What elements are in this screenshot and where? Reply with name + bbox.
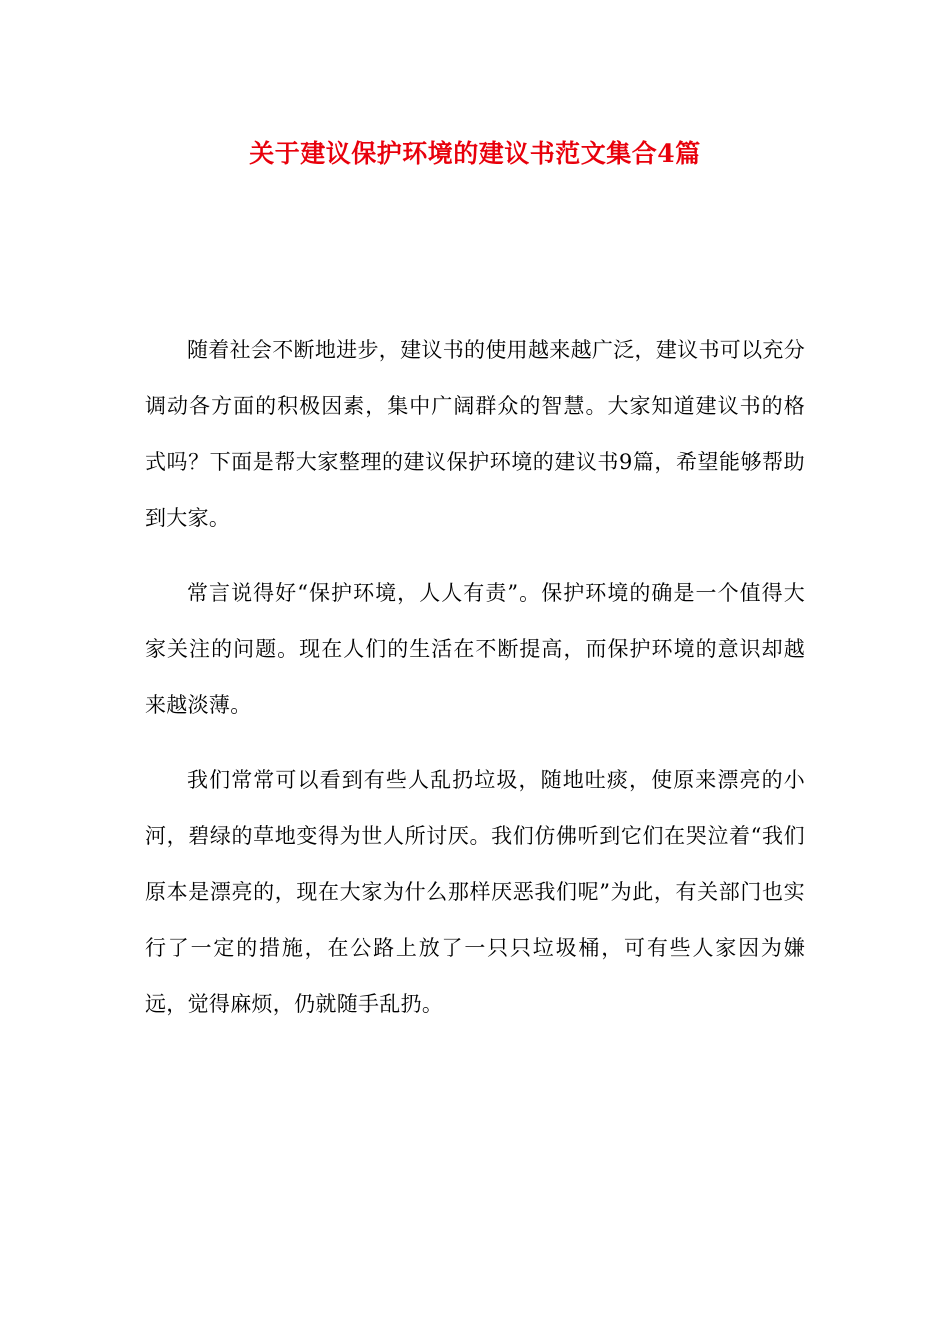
document-body — [145, 322, 805, 1051]
document-title: 关于建议保护环境的建议书范文集合4篇 — [249, 139, 701, 168]
paragraph-3: 我们常常可以看到有些人乱扔垃圾，随地吐痰，使原来漂亮的小河，碧绿的草地变得为世人所讨厌。我们仿佛听到它们在哭泣着“我们原本是漂亮的，现在大家为什么那样厌恶我们呢”为此，有关部门也实行了一定的措施，在公路上放了一只只垃圾桶，可有些人家因为嫌远，觉得麻烦，仍就随手乱扔。 — [145, 768, 805, 1016]
paragraph-2: 常言说得好“保护环境，人人有责”。保护环境的确是一个值得大家关注的问题。现在人们的生活在不断提高，而保护环境的意识却越来越淡薄。 — [145, 581, 805, 717]
paragraph-1: 随着社会不断地进步，建议书的使用越来越广泛，建议书可以充分调动各方面的积极因素，集中广阔群众的智慧。大家知道建议书的格式吗？下面是帮大家整理的建议保护环境的建议书9篇，希望能够帮助到大家。 — [145, 338, 805, 530]
